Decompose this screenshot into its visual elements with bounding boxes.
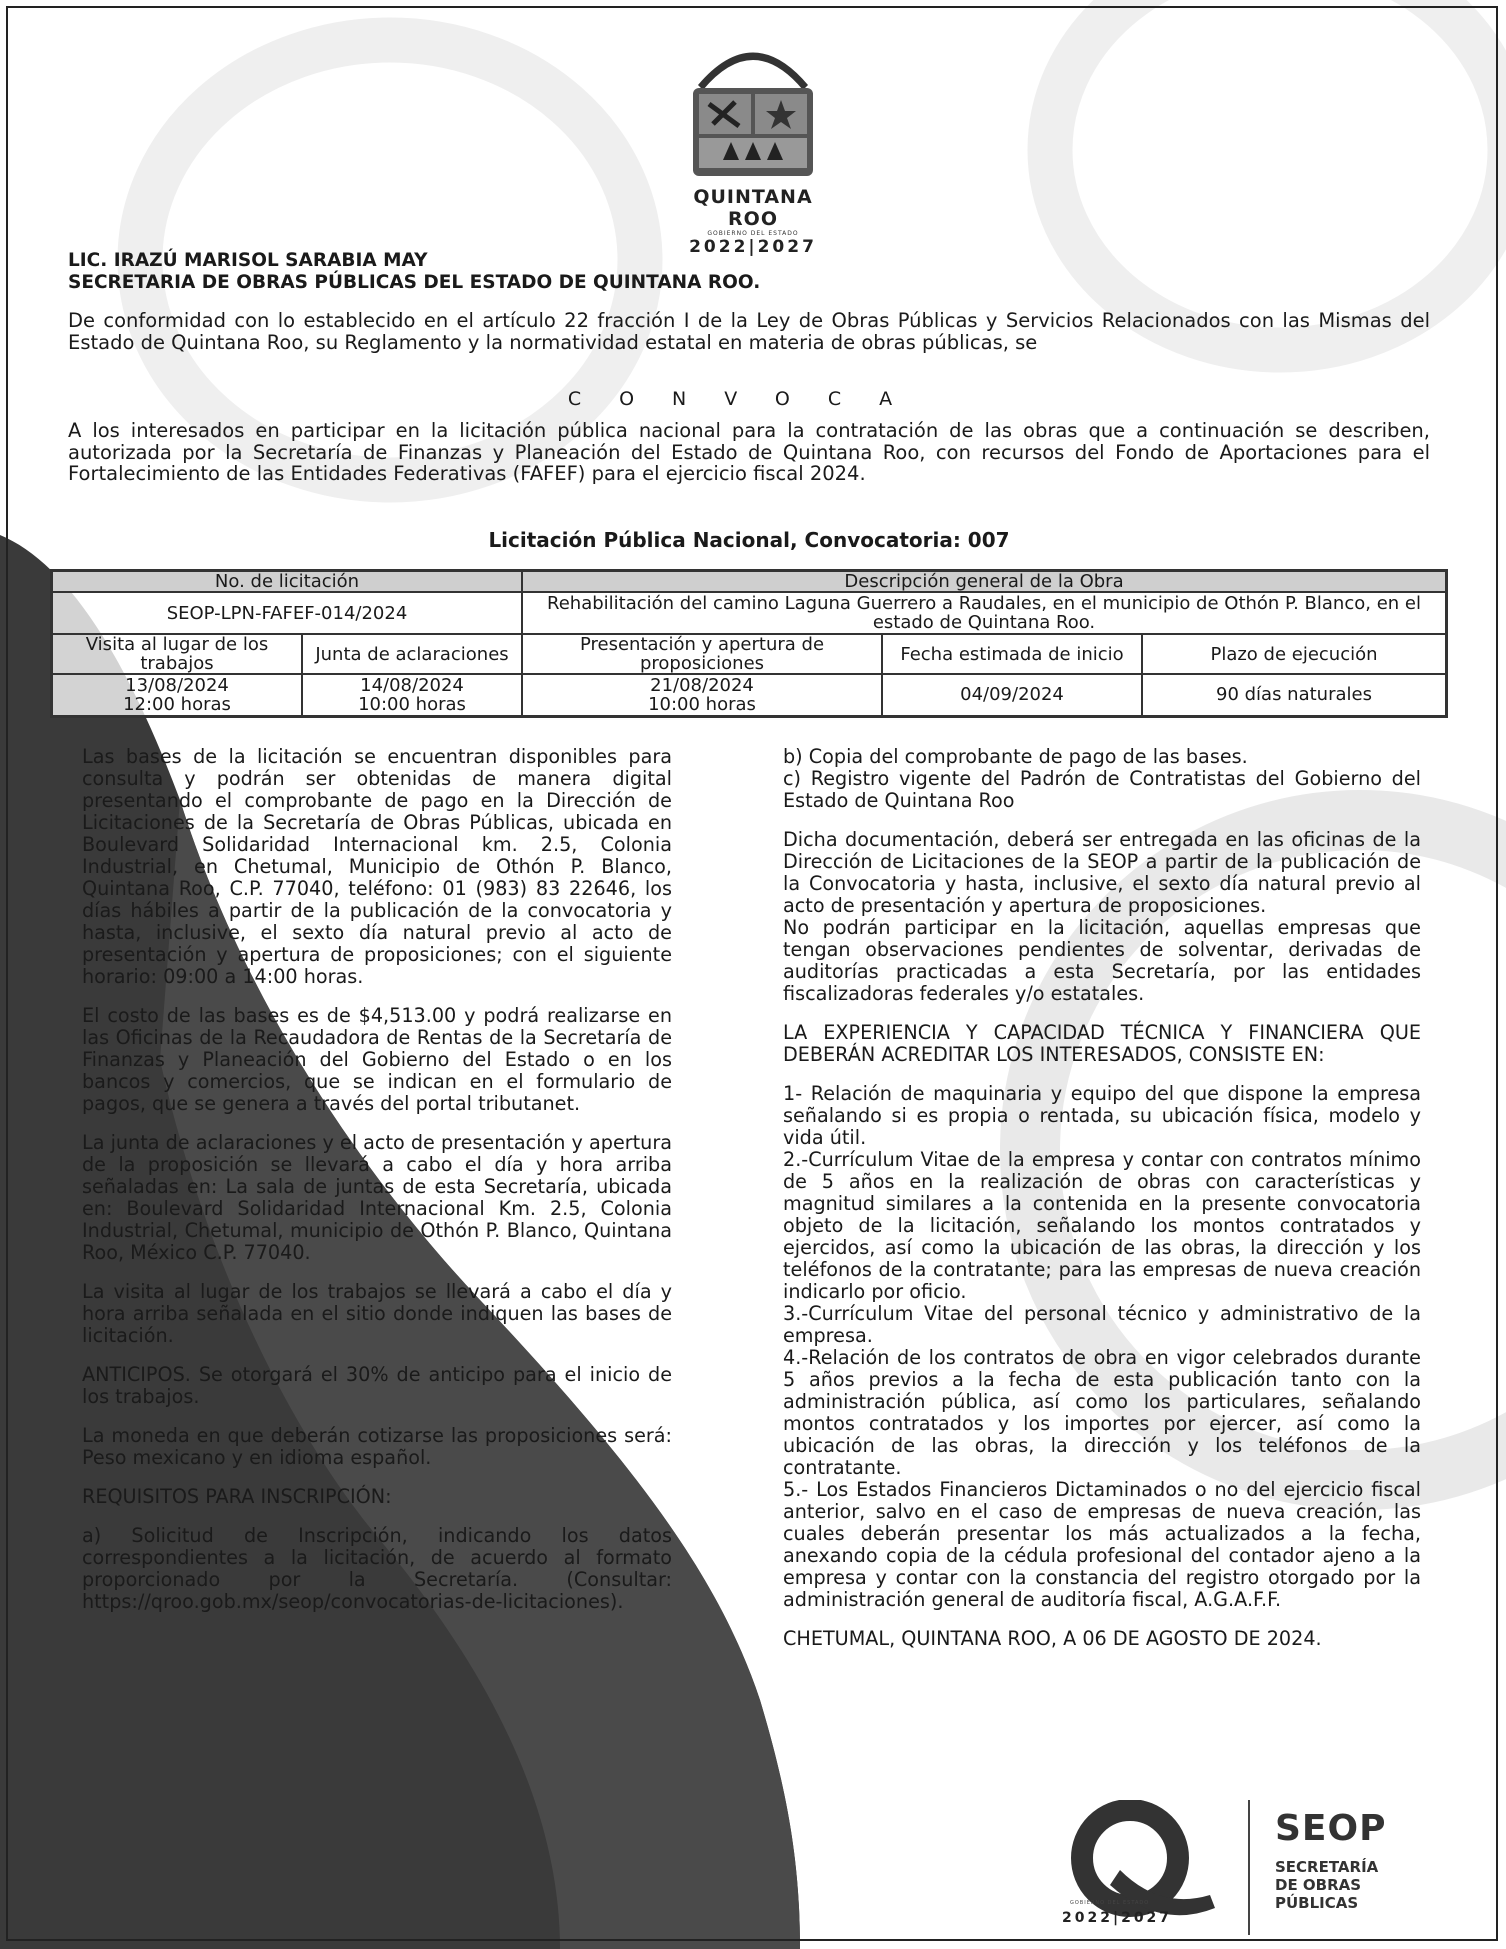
visita-cell — [52, 674, 303, 716]
licitacion-title: Licitación Pública Nacional, Convocatoria: 007 — [488, 528, 1010, 552]
table-header-fecha: Fecha estimada de inicio — [882, 634, 1142, 674]
table-header-desc: Descripción general de la Obra — [522, 571, 1447, 593]
coat-of-arms-icon — [683, 30, 823, 180]
fecha-inicio: 04/09/2024 — [882, 674, 1142, 716]
right-column — [783, 746, 1421, 1667]
table-header-junta: Junta de aclaraciones — [302, 634, 522, 674]
bases-paragraph: Las bases de la licitación se encuentran disponibles para consulta y podrán ser obtenidas de manera digital presentando el comprobante de pago en la Dirección de Licitaciones de la Secretaría de Obras Públicas, ubicada en Boulevard Solidaridad Internacional km. 2.5, Colonia Industrial, en Chetumal, Municipio de Othón P. Blanco, Quintana Roo, C.P. 77040, teléfono: 01 (983) 83 22646, los días hábiles a partir de la publicación de la convocatoria y hasta, inclusive, el sexto día natural previo al acto de presentación y apertura de proposiciones; con el siguiente horario: 09:00 a 14:00 horas. — [82, 745, 672, 988]
requisitos-heading: REQUISITOS PARA INSCRIPCIÓN: — [82, 1485, 392, 1508]
item-5: 5.- Los Estados Financieros Dictaminados o no del ejercicio fiscal anterior, salvo en el caso de empresas de nueva creación, las cuales deberán presentar los más actualizados a la fecha, anexando copia de la cédula profesional del contador ajeno a la empresa y contar con la constancia del registro otorgado por la administración general de auditoría fiscal, A.G.A.F.F. — [783, 1478, 1421, 1611]
seop-line-2: DE OBRAS — [1275, 1876, 1362, 1894]
crest-subtitle: GOBIERNO DEL ESTADO — [707, 230, 799, 237]
junta-cell — [302, 674, 522, 716]
item-2: 2.-Currículum Vitae de la empresa y contar con contratos mínimo de 5 años en la realización de obras con características y magnitud similares a la contenida en la presente convocatoria objeto de la licitación, señalando los montos contratados y ejercidos, así como la ubicación de las obras, la dirección y los teléfonos de la contratante; para las empresas de nueva creación indicarlo por oficio. — [783, 1148, 1421, 1303]
item-4: 4.-Relación de los contratos de obra en vigor celebrados durante 5 años previos a la fecha de esta publicación tanto con la administración pública, así como los particulares, señalando montos contratados y los importes por ejercer, así como la ubicación de las obras, la dirección y los teléfonos de la contratante. — [783, 1346, 1421, 1479]
presentacion-cell — [522, 674, 882, 716]
footer-gobierno: GOBIERNO DEL ESTADO — [1070, 1900, 1150, 1906]
item-1: 1- Relación de maquinaria y equipo del que dispone la empresa señalando si es propia o rentada, su ubicación física, modelo y vida útil. — [783, 1082, 1421, 1149]
official-title: SECRETARIA DE OBRAS PÚBLICAS DEL ESTADO DE QUINTANA ROO. — [68, 272, 761, 293]
seop-logo-text: SEOP — [1275, 1808, 1387, 1849]
anticipos-paragraph: ANTICIPOS. Se otorgará el 30% de anticipo para el inicio de los trabajos. — [82, 1363, 672, 1408]
visita-date: 13/08/2024 — [125, 674, 229, 696]
requisito-a: a) Solicitud de Inscripción, indicando los datos correspondientes a la licitación, de acuerdo al formato proporcionado por la Secretaría. (Consultar: https://qroo.gob.mx/seop/convocatorias-de-licitaciones). — [82, 1524, 672, 1613]
table-header-plazo: Plazo de ejecución — [1142, 634, 1447, 674]
state-crest — [668, 30, 838, 257]
costo-paragraph: El costo de las bases es de $4,513.00 y podrá realizarse en las Oficinas de la Recaudadora de Rentas de la Secretaría de Finanzas y Planeación del Gobierno del Estado o en los bancos y comercios, que se indican en el formulario de pagos, que se genera a través del portal tributanet. — [82, 1004, 672, 1115]
restriccion-paragraph: No podrán participar en la licitación, aquellas empresas que tengan observaciones pendientes de solventar, derivadas de auditorías practicadas a esta Secretaría, por las entidades fiscalizadoras federales y/o estatales. — [783, 916, 1421, 1005]
licitacion-table — [50, 569, 1448, 718]
obra-description: Rehabilitación del camino Laguna Guerrero a Raudales, en el municipio de Othón P. Blanco, en el estado de Quintana Roo. — [522, 592, 1447, 634]
junta-time: 10:00 horas — [358, 693, 466, 715]
table-header-no: No. de licitación — [52, 571, 523, 593]
convoca-heading: CONVOCA — [567, 388, 931, 410]
seop-line-3: PÚBLICAS — [1275, 1894, 1359, 1912]
visita-paragraph: La visita al lugar de los trabajos se llevará a cabo el día y hora arriba señalada en el sitio donde indiquen las bases de licitación. — [82, 1280, 672, 1347]
table-header-visita: Visita al lugar de los trabajos — [52, 634, 303, 674]
presentacion-date: 21/08/2024 — [650, 674, 754, 696]
seop-subtitle — [1275, 1858, 1378, 1912]
plazo-ejecucion: 90 días naturales — [1142, 674, 1447, 716]
requisito-b: b) Copia del comprobante de pago de las bases. — [783, 745, 1248, 768]
presentacion-time: 10:00 horas — [648, 693, 756, 715]
crest-name: QUINTANA ROO — [693, 186, 813, 230]
visita-time: 12:00 horas — [123, 693, 231, 715]
invitation-paragraph: A los interesados en participar en la licitación pública nacional para la contratación de las obras que a continuación se describen, autorizada por la Secretaría de Finanzas y Planeación del Estado de Quintana Roo, con recursos del Fondo de Aportaciones para el Fortalecimiento de las Entidades Federativas (FAFEF) para el ejercicio fiscal 2024. — [68, 419, 1430, 485]
junta-paragraph: La junta de aclaraciones y el acto de presentación y apertura de la proposición se llevará a cabo el día y hora arriba señaladas en: La sala de juntas de esta Secretaría, ubicada en: Boulevard Solidaridad Internacional Km. 2.5, Colonia Industrial, Chetumal, municipio de Othón P. Blanco, Quintana Roo, México C.P. 77040. — [82, 1131, 672, 1264]
intro-paragraph: De conformidad con lo establecido en el artículo 22 fracción I de la Ley de Obras Públicas y Servicios Relacionados con las Mismas del Estado de Quintana Roo, su Reglamento y la normatividad estatal en materia de obras públicas, se — [68, 309, 1430, 354]
seop-line-1: SECRETARÍA — [1275, 1858, 1379, 1876]
footer-divider — [1248, 1800, 1250, 1935]
requisito-c: c) Registro vigente del Padrón de Contratistas del Gobierno del Estado de Quintana Roo — [783, 767, 1421, 812]
left-column — [82, 746, 672, 1630]
documentacion-paragraph: Dicha documentación, deberá ser entregada en las oficinas de la Dirección de Licitaciones de la SEOP a partir de la publicación de la Convocatoria y hasta, inclusive, el sexto día natural previo al acto de presentación y apertura de proposiciones. — [783, 828, 1421, 917]
moneda-paragraph: La moneda en que deberán cotizarse las proposiciones será: Peso mexicano y en idioma español. — [82, 1424, 672, 1469]
junta-date: 14/08/2024 — [360, 674, 464, 696]
document-header — [68, 250, 760, 294]
official-name: LIC. IRAZÚ MARISOL SARABIA MAY — [68, 250, 428, 271]
experiencia-heading: LA EXPERIENCIA Y CAPACIDAD TÉCNICA Y FINANCIERA QUE DEBERÁN ACREDITAR LOS INTERESADOS, CONSISTE EN: — [783, 1021, 1421, 1066]
footer-years: 2022|2027 — [1062, 1910, 1173, 1926]
crest-years: 2022|2027 — [689, 237, 817, 257]
item-3: 3.-Currículum Vitae del personal técnico y administrativo de la empresa. — [783, 1302, 1421, 1347]
table-header-presentacion: Presentación y apertura de proposiciones — [522, 634, 882, 674]
closing-line: CHETUMAL, QUINTANA ROO, A 06 DE AGOSTO DE 2024. — [783, 1627, 1322, 1650]
licitacion-number: SEOP-LPN-FAFEF-014/2024 — [52, 592, 523, 634]
